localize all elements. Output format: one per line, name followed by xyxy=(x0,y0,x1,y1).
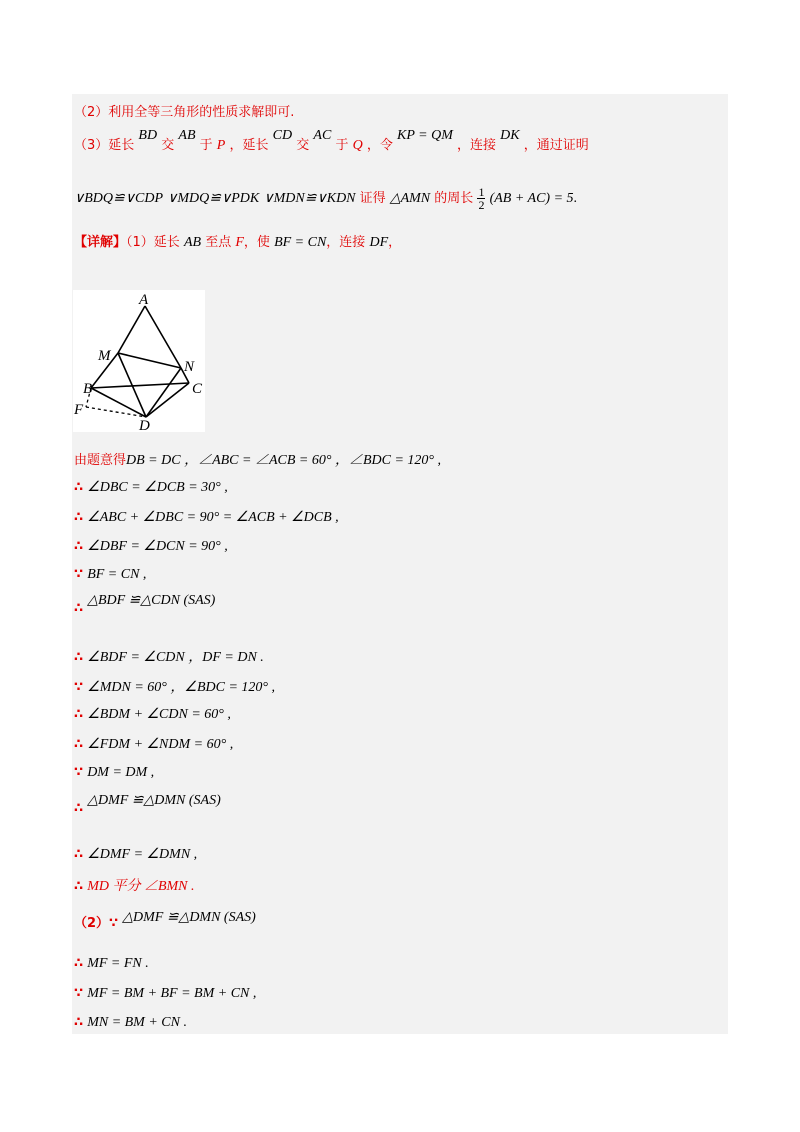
proof-step: ∴ ∠BDM + ∠CDN = 60° , xyxy=(74,707,231,722)
proof-step: 由题意得DB = DC ，∠ABC = ∠ACB = 60° ，∠BDC = 120° , xyxy=(74,453,441,468)
geometry-figure xyxy=(73,290,205,432)
proof-step: （2）∵ △DMF ≌△DMN (SAS) xyxy=(74,910,256,931)
proof-step: ∵ MF = BM + BF = BM + CN , xyxy=(74,986,257,1001)
label-m: M xyxy=(98,348,111,364)
proof-step: ∴ △DMF ≌△DMN (SAS) xyxy=(74,793,221,816)
proof-step: ∵ BF = CN , xyxy=(74,567,147,582)
proof-step: ∴ MF = FN . xyxy=(74,956,149,971)
proof-step: ∴ ∠DBC = ∠DCB = 30° , xyxy=(74,480,228,495)
triangle-diagram xyxy=(73,290,205,432)
proof-step: ∴ ∠ABC + ∠DBC = 90° = ∠ACB + ∠DCB , xyxy=(74,510,339,525)
part3-congruences: ∨BDQ≌∨CDP ∨MDQ≌∨PDK ∨MDN≌∨KDN 证得 △AMN 的周长 $\frac{1}{2}$ (AB + AC) = 5. xyxy=(74,185,578,212)
part2-hint: （2）利用全等三角形的性质求解即可. xyxy=(74,105,295,120)
proof-step: ∴ ∠FDM + ∠NDM = 60° , xyxy=(74,737,234,752)
proof-step: ∴ ∠DMF = ∠DMN , xyxy=(74,847,198,862)
proof-step: ∴ MD 平分 ∠BMN . xyxy=(74,879,195,894)
label-a: A xyxy=(139,292,149,308)
proof-step: ∴ ∠BDF = ∠CDN ，DF = DN . xyxy=(74,650,264,665)
proof-step: ∵ ∠MDN = 60° ，∠BDC = 120° , xyxy=(74,680,275,695)
label-d: D xyxy=(139,418,150,432)
part3-hint: （3）延长 BD 交 AB 于 P ，延长 CD 交 AC 于 Q ，令 KP = QM ，连接 DK ，通过证明 xyxy=(74,128,589,153)
label-n: N xyxy=(184,359,195,375)
fraction-one-half: $\frac{1}{2}$ xyxy=(478,185,485,212)
proof-step: ∴ MN = BM + CN . xyxy=(74,1015,187,1030)
proof-step: ∴ △BDF ≌△CDN (SAS) xyxy=(74,593,216,616)
proof-step: ∵ DM = DM , xyxy=(74,765,155,780)
proof-step: ∴ ∠DBF = ∠DCN = 90° , xyxy=(74,539,228,554)
detail-heading: 【详解】（1）延长 AB 至点 F，使 BF = CN，连接 DF， xyxy=(74,235,402,250)
label-b: B xyxy=(83,381,93,397)
label-c: C xyxy=(192,381,203,397)
label-f: F xyxy=(74,402,84,418)
